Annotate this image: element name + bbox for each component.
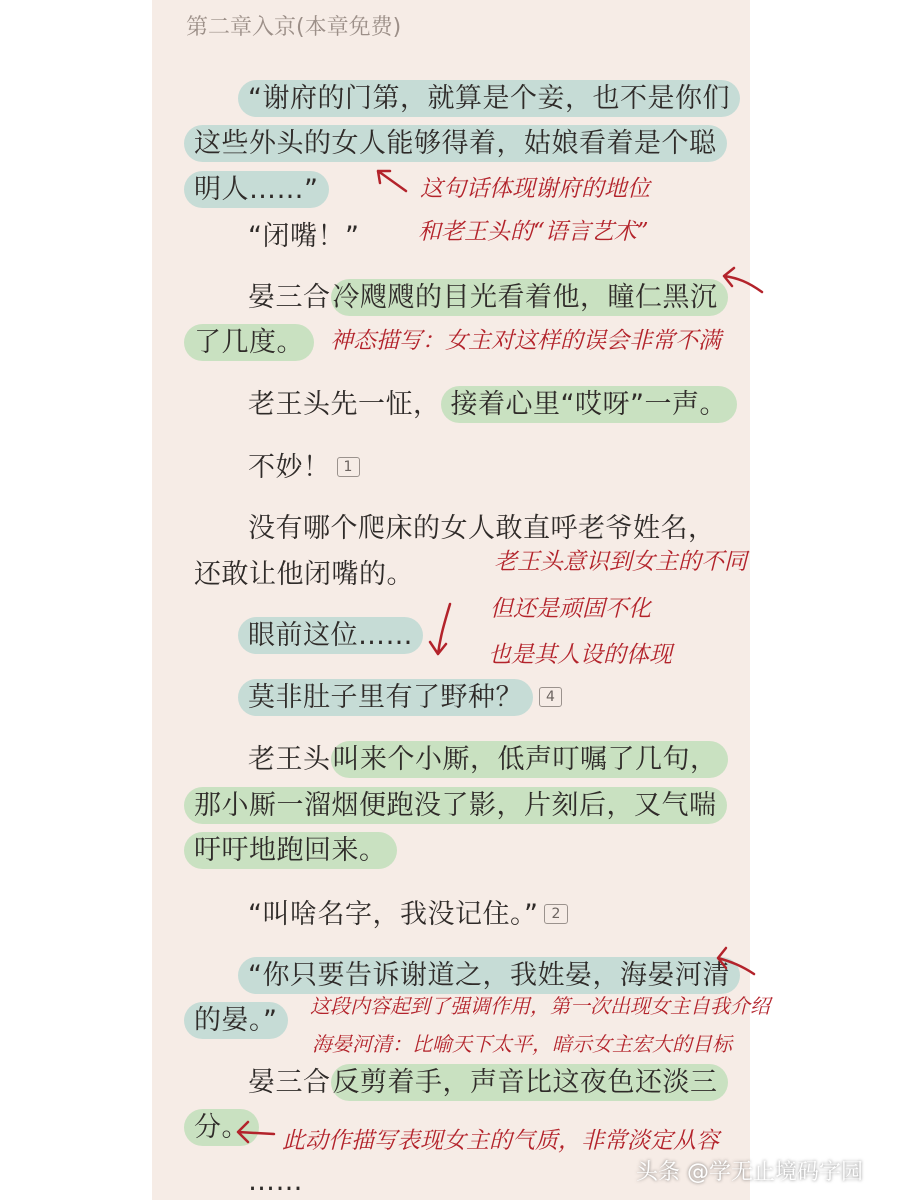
text-line: [248, 675, 562, 714]
arrow-left-icon: [230, 1118, 278, 1148]
annotation-note: 此动作描写表现女主的气质，非常淡定从容: [282, 1128, 719, 1154]
comment-count-badge[interactable]: 2: [544, 904, 567, 924]
highlight: 眼前这位……: [238, 617, 423, 654]
arrow-left-icon: [712, 944, 758, 978]
text-line: “叫啥名字，我没记住。” 2: [248, 892, 568, 931]
highlight: 接着心里“哎呀”一声。: [441, 386, 737, 423]
text-line: [248, 953, 740, 992]
text-line: 老王头叫来个小厮，低声叮嘱了几句，: [248, 737, 728, 776]
arrow-up-left-icon: [370, 165, 410, 195]
text-line: [194, 167, 329, 206]
text-line: 晏三合反剪着手，声音比这夜色还淡三: [248, 1060, 728, 1099]
chapter-title: 第二章入京(本章免费): [186, 15, 402, 40]
comment-count-badge[interactable]: 1: [337, 457, 360, 477]
annotation-note: 海晏河清：比喻天下太平，暗示女主宏大的目标: [312, 1032, 732, 1056]
text-line: 还敢让他闭嘴的。: [194, 559, 414, 590]
highlight: 这些外头的女人能够得着，姑娘看着是个聪: [184, 125, 727, 162]
highlight: 叫来个小厮，低声叮嘱了几句，: [331, 741, 728, 778]
highlight: 莫非肚子里有了野种？: [238, 679, 533, 716]
annotation-note: 这段内容起到了强调作用，第一次出现女主自我介绍: [310, 994, 770, 1018]
annotation-note: 但还是顽固不化: [490, 596, 651, 622]
highlight: 分。: [184, 1109, 259, 1146]
annotation-note: 和老王头的“语言艺术”: [418, 219, 649, 245]
highlight: 冷飕飕的目光看着他，瞳仁黑沉: [331, 279, 728, 316]
text-line: [194, 998, 288, 1037]
annotation-note: 也是其人设的体现: [488, 642, 672, 668]
arrow-down-icon: [420, 600, 460, 660]
text-line: 没有哪个爬床的女人敢直呼老爷姓名，: [248, 513, 716, 544]
highlight: 那小厮一溜烟便跑没了影，片刻后，又气喘: [184, 787, 727, 824]
text-line: 晏三合冷飕飕的目光看着他，瞳仁黑沉: [248, 275, 728, 314]
highlight: 反剪着手，声音比这夜色还淡三: [331, 1064, 728, 1101]
arrow-left-icon: [718, 262, 766, 296]
comment-count-badge[interactable]: 4: [539, 687, 562, 707]
annotation-note: 老王头意识到女主的不同: [494, 549, 747, 575]
highlight: “谢府的门第，就算是个妾，也不是你们: [238, 80, 740, 117]
text-line: [194, 828, 397, 867]
annotation-note: 这句话体现谢府的地位: [420, 176, 650, 202]
watermark: 头条 @学无止境码字园: [636, 1160, 863, 1185]
text-line: [194, 121, 727, 160]
text-line: ……: [248, 1166, 303, 1197]
text-line: [194, 320, 314, 359]
text-line: [248, 76, 740, 115]
highlight: 吁吁地跑回来。: [184, 832, 397, 869]
text-line: 老王头先一怔， 接着心里“哎呀”一声。: [248, 382, 737, 421]
text-line: [194, 783, 727, 822]
highlight: 的晏。”: [184, 1002, 288, 1039]
highlight: “你只要告诉谢道之，我姓晏，海晏河清: [238, 957, 740, 994]
highlight: 了几度。: [184, 324, 314, 361]
text-line: “闭嘴！”: [248, 221, 360, 252]
highlight: 明人……”: [184, 171, 329, 208]
text-line: 不妙！ 1: [248, 445, 360, 484]
text-line: [248, 613, 423, 652]
annotation-note: 神态描写：女主对这样的误会非常不满: [330, 328, 721, 354]
